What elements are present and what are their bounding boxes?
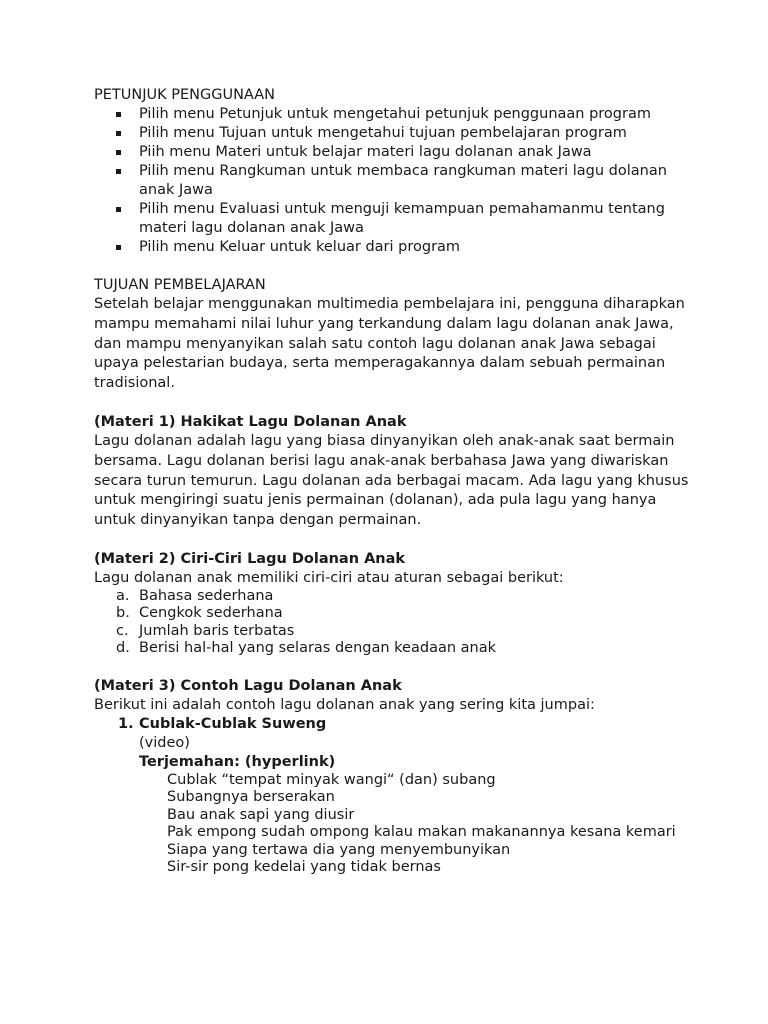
materi1-heading: (Materi 1) Hakikat Lagu Dolanan Anak: [94, 413, 407, 430]
list-item: c. Jumlah baris terbatas: [116, 622, 295, 639]
section-petunjuk: [94, 86, 694, 257]
section-materi-1: [94, 413, 694, 531]
section-materi-2: [94, 550, 694, 658]
materi3-heading: (Materi 3) Contoh Lagu Dolanan Anak: [94, 677, 402, 694]
section-tujuan: [94, 276, 694, 394]
bullet-icon: [116, 112, 121, 117]
list-item: Pilih menu Tujuan untuk mengetahui tujuan pembelajaran program: [94, 124, 694, 143]
tujuan-body: Setelah belajar menggunakan multimedia pembelajara ini, pengguna diharapkan mampu memahami nilai luhur yang terkandung dalam lagu dolanan anak Jawa, dan mampu menyanyikan salah satu contoh lagu dolanan anak Jawa sebagai upaya pelestarian budaya, serta memperagakannya dalam sebuah permainan tradisional.: [94, 296, 685, 392]
petunjuk-heading: PETUNJUK PENGGUNAAN: [94, 87, 276, 103]
bullet-icon: [116, 131, 121, 136]
list-item: Pilih menu Petunjuk untuk mengetahui petunjuk penggunaan program: [94, 105, 694, 124]
list-item: b. Cengkok sederhana: [116, 605, 283, 622]
lyric-line: Siapa yang tertawa dia yang menyembunyikan: [167, 841, 511, 858]
materi2-heading: (Materi 2) Ciri-Ciri Lagu Dolanan Anak: [94, 550, 406, 567]
song-list: [94, 715, 694, 877]
lyrics: [139, 772, 694, 877]
list-item: Piih menu Materi untuk belajar materi lagu dolanan anak Jawa: [94, 143, 694, 162]
song-item: 1. Cublak-Cublak Suweng (video) Terjemahan: (hyperlink) Cublak “tempat minyak wangi“ (dan) subang Subangnya berserakan Bau anak sapi yang diusir Pak empong sudah ompong kalau makan makanannya kesana kemari Siapa yang tertawa dia yang menyembunyikan Sir-sir pong kedelai yang tidak bernas: [94, 715, 694, 877]
petunjuk-list: [94, 105, 694, 257]
translation-label: Terjemahan: (hyperlink): [139, 753, 336, 770]
materi2-list: [94, 588, 694, 658]
lyric-line: Pak empong sudah ompong kalau makan makanannya kesana kemari: [167, 824, 676, 841]
tujuan-heading: TUJUAN PEMBELAJARAN: [94, 277, 266, 293]
bullet-icon: [116, 169, 121, 174]
bullet-icon: [116, 150, 121, 155]
list-item: Pilih menu Keluar untuk keluar dari program: [94, 238, 694, 257]
list-item: d. Berisi hal-hal yang selaras dengan keadaan anak: [116, 640, 496, 657]
bullet-icon: [116, 207, 121, 212]
materi3-intro: Berikut ini adalah contoh lagu dolanan anak yang sering kita jumpai:: [94, 696, 595, 713]
section-materi-3: [94, 677, 694, 877]
song-title: Cublak-Cublak Suweng: [139, 715, 327, 732]
list-item: a. Bahasa sederhana: [116, 587, 274, 604]
lyric-line: Bau anak sapi yang diusir: [167, 806, 355, 823]
bullet-icon: [116, 245, 121, 250]
list-item: Pilih menu Evaluasi untuk menguji kemampuan pemahamanmu tentang materi lagu dolanan anak Jawa: [94, 200, 694, 238]
materi2-intro: Lagu dolanan anak memiliki ciri-ciri atau aturan sebagai berikut:: [94, 569, 564, 586]
lyric-line: Sir-sir pong kedelai yang tidak bernas: [167, 859, 441, 876]
lyric-line: Subangnya berserakan: [167, 789, 335, 806]
video-placeholder: (video): [139, 734, 190, 751]
lyric-line: Cublak “tempat minyak wangi“ (dan) subang: [167, 771, 496, 788]
list-item: Pilih menu Rangkuman untuk membaca rangkuman materi lagu dolanan anak Jawa: [94, 162, 694, 200]
materi1-body: Lagu dolanan adalah lagu yang biasa dinyanyikan oleh anak-anak saat bermain bersama. Lagu dolanan berisi lagu anak-anak berbahasa Jawa yang diwariskan secara turun temurun. Lagu dolanan ada berbagai macam. Ada lagu yang khusus untuk mengiringi suatu jenis permainan (dolanan), ada pula lagu yang hanya untuk dinyanyikan tanpa dengan permainan.: [94, 432, 689, 529]
